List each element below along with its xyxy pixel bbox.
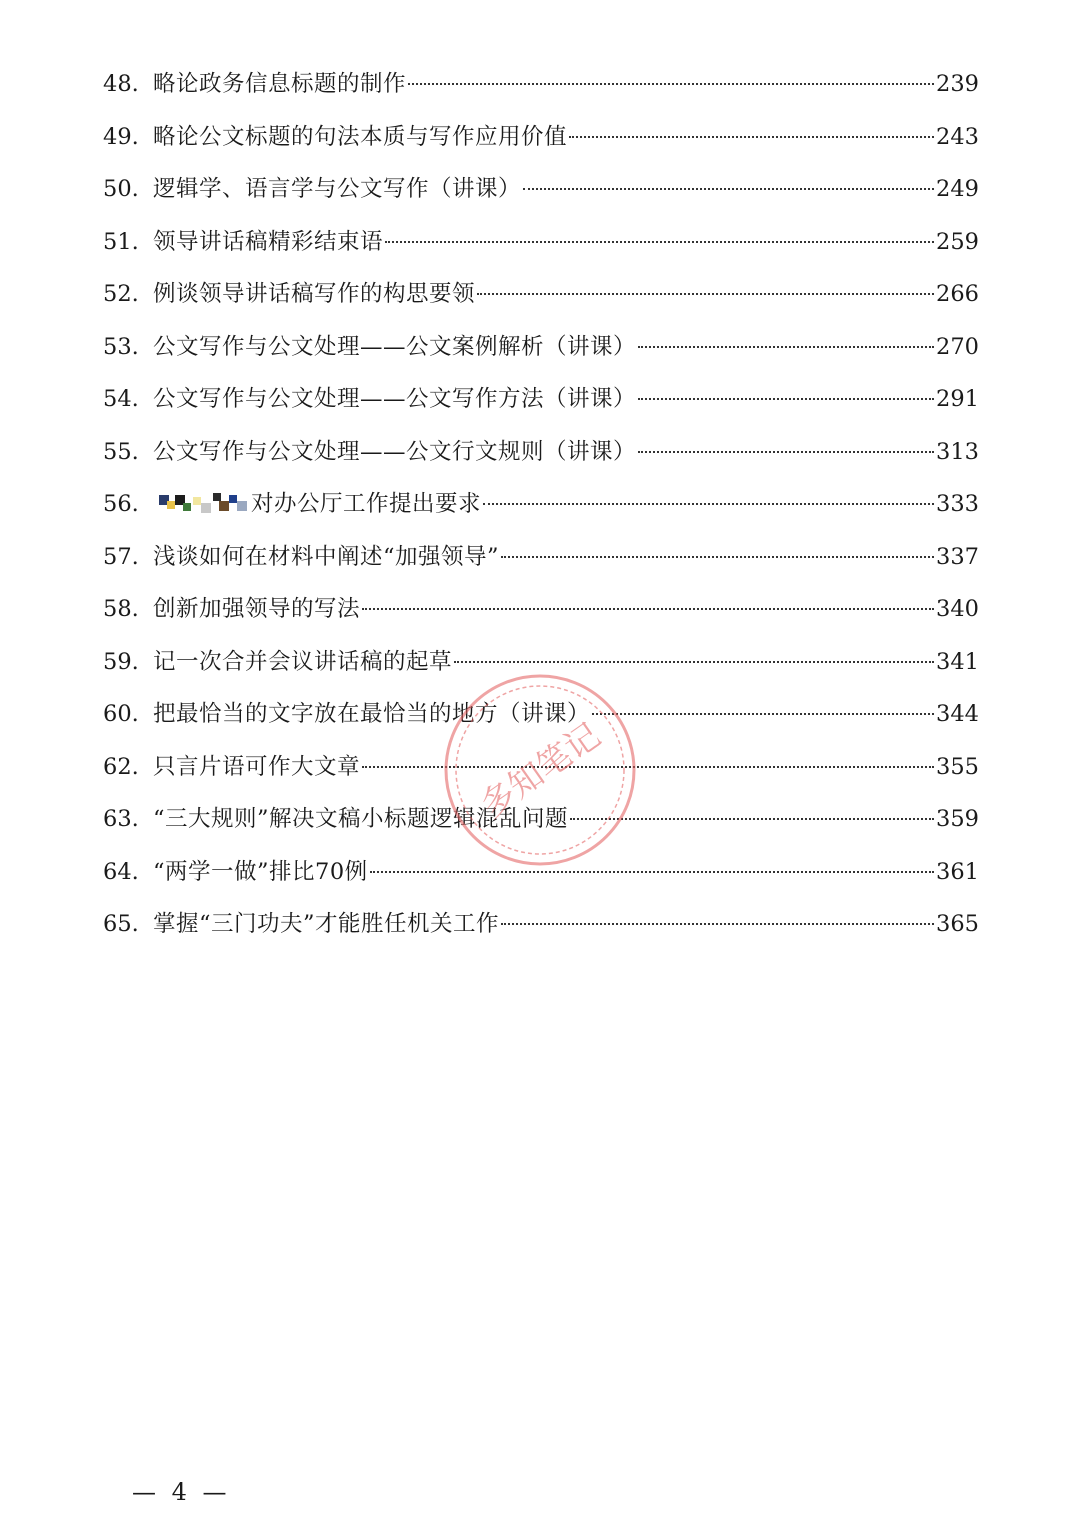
dot-leader — [362, 766, 934, 768]
toc-entry-title — [153, 902, 499, 946]
toc-entry — [103, 220, 979, 273]
toc-entry — [103, 377, 979, 430]
toc-entry-title-text: “两学一做”排比70例 — [153, 858, 368, 885]
toc-entry-title-text: 公文写作与公文处理——公文写作方法（讲课） — [153, 386, 637, 412]
toc-entry-number: 54. — [103, 386, 139, 412]
toc-entry-number: 64. — [103, 858, 139, 885]
toc-entry-title — [153, 167, 521, 211]
toc-entry-number: 60. — [103, 701, 139, 727]
toc-entry-title-text: 把最恰当的文字放在最恰当的地方（讲课） — [153, 701, 591, 727]
toc-entry — [103, 797, 979, 850]
toc-entry — [103, 272, 979, 325]
toc-entry-title-text: 只言片语可作大文章 — [153, 753, 361, 780]
dot-leader — [408, 83, 934, 85]
dot-leader — [523, 188, 934, 190]
dot-leader — [385, 241, 934, 243]
toc-entry-page: 266 — [936, 281, 979, 307]
toc-entry-page: 355 — [936, 753, 979, 780]
toc-entry-number: 62. — [103, 753, 139, 780]
toc-entry-number: 55. — [103, 438, 139, 465]
dot-leader — [483, 503, 934, 505]
toc-entry-number: 48. — [103, 71, 139, 97]
toc-entry — [103, 587, 979, 640]
toc-entry-title — [153, 587, 360, 631]
toc-entry — [103, 535, 979, 588]
toc-entry-title-text: 略论政务信息标题的制作 — [153, 71, 407, 97]
toc-entry — [103, 430, 979, 483]
dot-leader — [569, 136, 934, 138]
toc-entry-title-text: 对办公厅工作提出要求 — [251, 491, 482, 517]
toc-entry-title — [153, 62, 406, 106]
toc-entry-title — [153, 272, 475, 316]
toc-entry — [103, 482, 979, 535]
toc-entry-page: 361 — [936, 858, 979, 885]
toc-entry-title — [153, 377, 636, 421]
toc-entry-number: 53. — [103, 333, 139, 360]
toc-entry — [103, 167, 979, 220]
toc-entry-page: 333 — [936, 491, 979, 517]
toc-entry-page: 239 — [936, 71, 979, 97]
toc-entry-title — [153, 797, 568, 841]
toc-entry-number: 51. — [103, 228, 139, 255]
toc-entry-page: 313 — [936, 438, 979, 465]
toc-entry-page: 337 — [936, 543, 979, 570]
toc-entry-number: 57. — [103, 543, 139, 570]
toc-entry — [103, 692, 979, 745]
toc-entry — [103, 640, 979, 693]
toc-entry-number: 50. — [103, 176, 139, 202]
toc-entry-number: 56. — [103, 491, 139, 517]
toc-entry — [103, 62, 979, 115]
dot-leader — [638, 346, 934, 348]
toc-entry-title — [153, 220, 383, 264]
toc-entry-number: 58. — [103, 596, 139, 622]
toc-entry-page: 259 — [936, 228, 979, 255]
watermark-text: 多知笔记 — [473, 715, 608, 827]
toc-entry-page: 243 — [936, 123, 979, 150]
toc-entry-number: 52. — [103, 281, 139, 307]
toc-entry-title — [153, 850, 368, 894]
table-of-contents — [103, 62, 979, 955]
dot-leader — [570, 818, 934, 820]
toc-entry-title-text: 逻辑学、语言学与公文写作（讲课） — [153, 176, 522, 202]
toc-entry-title-text: 公文写作与公文处理——公文案例解析（讲课） — [153, 333, 637, 360]
toc-entry-title-text: 公文写作与公文处理——公文行文规则（讲课） — [153, 438, 637, 465]
toc-entry-title — [153, 430, 636, 474]
dot-leader — [454, 661, 934, 663]
dot-leader — [477, 293, 934, 295]
toc-entry-title-text: 领导讲话稿精彩结束语 — [153, 228, 384, 255]
toc-entry-page: 365 — [936, 911, 979, 937]
dot-leader — [592, 713, 934, 715]
toc-entry-title — [153, 692, 590, 736]
toc-entry-page: 291 — [936, 386, 979, 412]
toc-entry-page: 341 — [936, 648, 979, 675]
toc-entry-title-text: 掌握“三门功夫”才能胜任机关工作 — [153, 911, 500, 937]
redacted-mosaic — [153, 489, 249, 515]
toc-entry-title — [153, 640, 452, 684]
toc-entry-page: 344 — [936, 701, 979, 727]
toc-entry-number: 65. — [103, 911, 139, 937]
toc-entry-title-text: 浅谈如何在材料中阐述“加强领导” — [153, 543, 500, 570]
toc-entry-title-text: “三大规则”解决文稿小标题逻辑混乱问题 — [153, 806, 569, 832]
toc-entry — [103, 325, 979, 378]
toc-entry — [103, 115, 979, 168]
toc-entry-title — [153, 115, 567, 159]
toc-entry-page: 359 — [936, 806, 979, 832]
toc-entry-page: 340 — [936, 596, 979, 622]
toc-entry — [103, 902, 979, 955]
toc-entry-title — [153, 482, 481, 526]
toc-entry-title-text: 例谈领导讲话稿写作的构思要领 — [153, 281, 476, 307]
toc-entry-title-text: 略论公文标题的句法本质与写作应用价值 — [153, 123, 568, 150]
page-number: — 4 — — [132, 1478, 231, 1506]
dot-leader — [362, 608, 934, 610]
dot-leader — [370, 871, 934, 873]
toc-entry-title-text: 记一次合并会议讲话稿的起草 — [153, 648, 453, 675]
toc-entry-number: 59. — [103, 648, 139, 675]
dot-leader — [638, 451, 934, 453]
toc-entry-page: 249 — [936, 176, 979, 202]
toc-entry-title — [153, 535, 499, 579]
toc-entry-number: 49. — [103, 123, 139, 150]
toc-entry-title — [153, 745, 360, 789]
dot-leader — [501, 556, 934, 558]
toc-entry-title-text: 创新加强领导的写法 — [153, 596, 361, 622]
toc-entry — [103, 745, 979, 798]
dot-leader — [501, 923, 934, 925]
dot-leader — [638, 398, 934, 400]
toc-entry-number: 63. — [103, 806, 139, 832]
toc-entry-page: 270 — [936, 333, 979, 360]
toc-entry-title — [153, 325, 636, 369]
toc-entry — [103, 850, 979, 903]
